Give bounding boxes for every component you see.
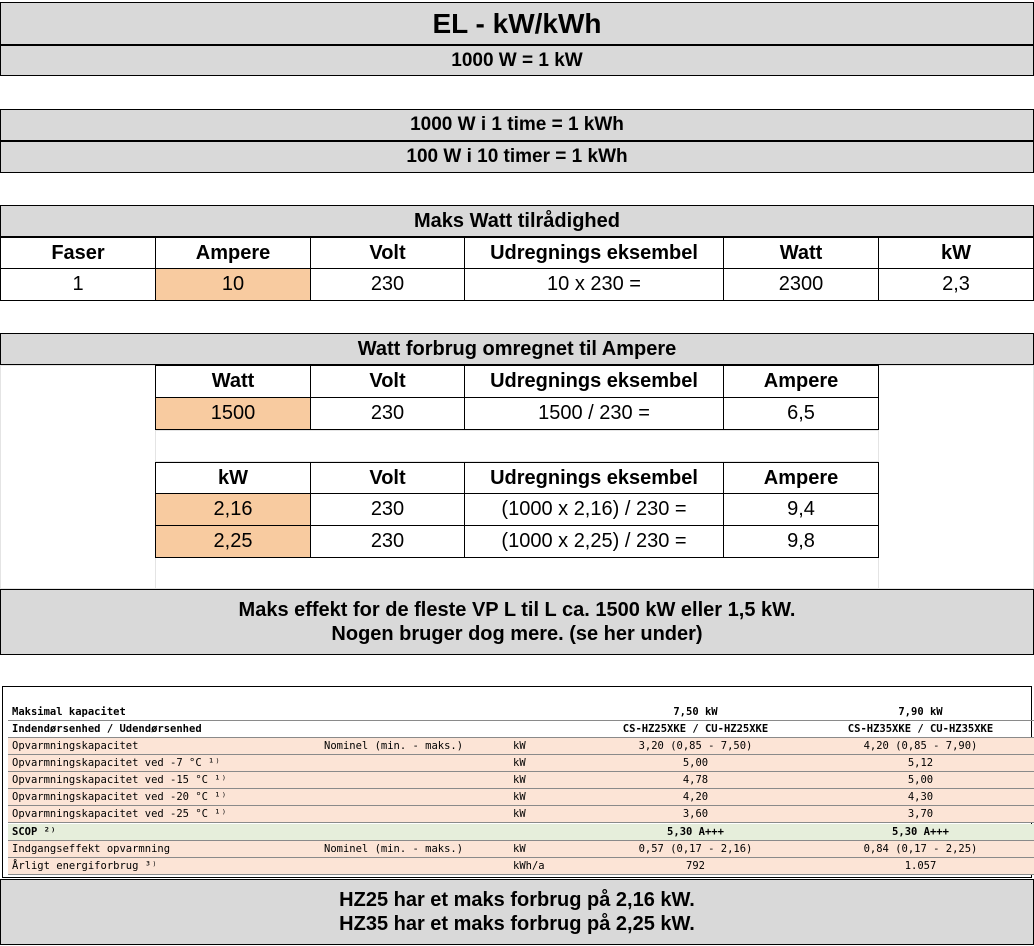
spec-label: Indgangseffekt opvarmning (12, 843, 171, 855)
spec-unit: kW (513, 843, 526, 855)
table1-header-volt: Volt (310, 237, 465, 269)
table3-row2-ampere: 9,8 (723, 525, 879, 558)
note-hz-consumption (0, 879, 1034, 945)
spec-row (8, 789, 1034, 806)
table2-cell-watt-input[interactable]: 1500 (155, 397, 311, 430)
grid-background-gap (155, 430, 879, 462)
table2-cell-ampere: 6,5 (723, 397, 879, 430)
spec-unit: kW (513, 791, 526, 803)
equation-watt-kw: 1000 W = 1 kW (0, 45, 1034, 76)
spec-value-hz25: 4,20 (682, 791, 709, 803)
page-title: EL - kW/kWh (0, 2, 1034, 45)
spec-unit: kW (513, 740, 526, 752)
spec-label: Opvarmningskapacitet ved -15 °C ¹⁾ (12, 774, 227, 786)
table1-cell-ampere-input[interactable]: 10 (155, 268, 311, 301)
table3-row1-example: (1000 x 2,16) / 230 = (464, 493, 724, 526)
spec-unit: kW (513, 757, 526, 769)
table3-row1-kw-input[interactable]: 2,16 (155, 493, 311, 526)
table3-row1-ampere: 9,4 (723, 493, 879, 526)
spec-label: Årligt energiforbrug ³⁾ (12, 860, 158, 872)
table3-row2-example: (1000 x 2,25) / 230 = (464, 525, 724, 558)
spec-row (8, 755, 1034, 772)
note-hz35-line: HZ35 har et maks forbrug på 2,25 kW. (339, 913, 695, 935)
table2-header-example: Udregnings eksembel (464, 365, 724, 398)
table1-header-ampere: Ampere (155, 237, 311, 269)
table1-header-kw: kW (878, 237, 1034, 269)
table2-header-volt: Volt (310, 365, 465, 398)
spec-value-hz35: 1.057 (904, 860, 937, 872)
spec-value-hz35: 4,30 (907, 791, 934, 803)
spec-label: Maksimal kapacitet (12, 706, 126, 718)
spec-value-hz25: 0,57 (0,17 - 2,16) (638, 843, 753, 855)
grid-background-bottom (155, 557, 879, 589)
grid-background-right (878, 365, 1034, 589)
spec-qualifier: Nominel (min. - maks.) (324, 740, 464, 752)
table3-row2-kw-input[interactable]: 2,25 (155, 525, 311, 558)
spec-row (8, 738, 1034, 755)
spec-label: Opvarmningskapacitet (12, 740, 139, 752)
spec-row (8, 858, 1034, 875)
spec-value-hz35: 7,90 kW (898, 706, 943, 718)
table1-title: Maks Watt tilrådighed (0, 205, 1034, 237)
spec-value-hz35: 5,30 A+++ (892, 826, 949, 838)
grid-background-left (0, 365, 156, 589)
spec-label: Opvarmningskapacitet ved -25 °C ¹⁾ (12, 808, 227, 820)
table2-header-watt: Watt (155, 365, 311, 398)
spec-label: Indendørsenhed / Udendørsenhed (12, 723, 202, 735)
spec-label: Opvarmningskapacitet ved -7 °C ¹⁾ (12, 757, 221, 769)
spec-row (8, 772, 1034, 789)
spec-row (8, 841, 1034, 858)
spec-value-hz25: CS-HZ25XKE / CU-HZ25XKE (622, 723, 769, 735)
spec-value-hz25: 5,30 A+++ (667, 826, 724, 838)
table1-header-example: Udregnings eksembel (464, 237, 724, 269)
spec-value-hz25: 4,78 (682, 774, 709, 786)
spec-value-hz25: 3,20 (0,85 - 7,50) (638, 740, 753, 752)
table3-header-example: Udregnings eksembel (464, 462, 724, 494)
spec-unit: kWh/a (513, 860, 545, 872)
spec-value-hz35: 5,00 (907, 774, 934, 786)
spec-label: SCOP ²⁾ (12, 826, 57, 838)
table3-row1-volt: 230 (310, 493, 465, 526)
spec-value-hz35: 0,84 (0,17 - 2,25) (863, 843, 978, 855)
table1-header-faser: Faser (0, 237, 156, 269)
table1-cell-kw: 2,3 (878, 268, 1034, 301)
spec-row (8, 704, 1034, 721)
table2-cell-example: 1500 / 230 = (464, 397, 724, 430)
table1-header-watt: Watt (723, 237, 879, 269)
table3-header-kw: kW (155, 462, 311, 494)
note-max-effect-line2: Nogen bruger dog mere. (se her under) (331, 623, 703, 645)
equation-1h: 1000 W i 1 time = 1 kWh (0, 109, 1034, 141)
spec-row (8, 721, 1034, 738)
spec-unit: kW (513, 808, 526, 820)
note-hz25-line: HZ25 har et maks forbrug på 2,16 kW. (339, 889, 695, 911)
equation-10h: 100 W i 10 timer = 1 kWh (0, 141, 1034, 173)
spec-value-hz25: 5,00 (682, 757, 709, 769)
table2-cell-volt: 230 (310, 397, 465, 430)
spec-table (2, 686, 1032, 878)
spec-value-hz35: CS-HZ35XKE / CU-HZ35XKE (847, 723, 994, 735)
note-max-effect-line1: Maks effekt for de fleste VP L til L ca. 1500 kW eller 1,5 kW. (238, 599, 796, 621)
spec-value-hz35: 5,12 (907, 757, 934, 769)
table2-title: Watt forbrug omregnet til Ampere (0, 333, 1034, 365)
spec-value-hz25: 7,50 kW (673, 706, 718, 718)
table1-cell-watt: 2300 (723, 268, 879, 301)
table2-header-ampere: Ampere (723, 365, 879, 398)
spec-unit: kW (513, 774, 526, 786)
note-max-effect (0, 589, 1034, 655)
table3-row2-volt: 230 (310, 525, 465, 558)
table1-cell-volt: 230 (310, 268, 465, 301)
spec-value-hz25: 792 (686, 860, 705, 872)
table3-header-volt: Volt (310, 462, 465, 494)
spec-qualifier: Nominel (min. - maks.) (324, 843, 464, 855)
spec-row (8, 806, 1034, 823)
spec-value-hz35: 4,20 (0,85 - 7,90) (863, 740, 978, 752)
table3-header-ampere: Ampere (723, 462, 879, 494)
table1-cell-faser: 1 (0, 268, 156, 301)
spec-value-hz25: 3,60 (682, 808, 709, 820)
spec-label: Opvarmningskapacitet ved -20 °C ¹⁾ (12, 791, 227, 803)
spec-row (8, 824, 1034, 841)
table1-cell-example: 10 x 230 = (464, 268, 724, 301)
spec-value-hz35: 3,70 (907, 808, 934, 820)
